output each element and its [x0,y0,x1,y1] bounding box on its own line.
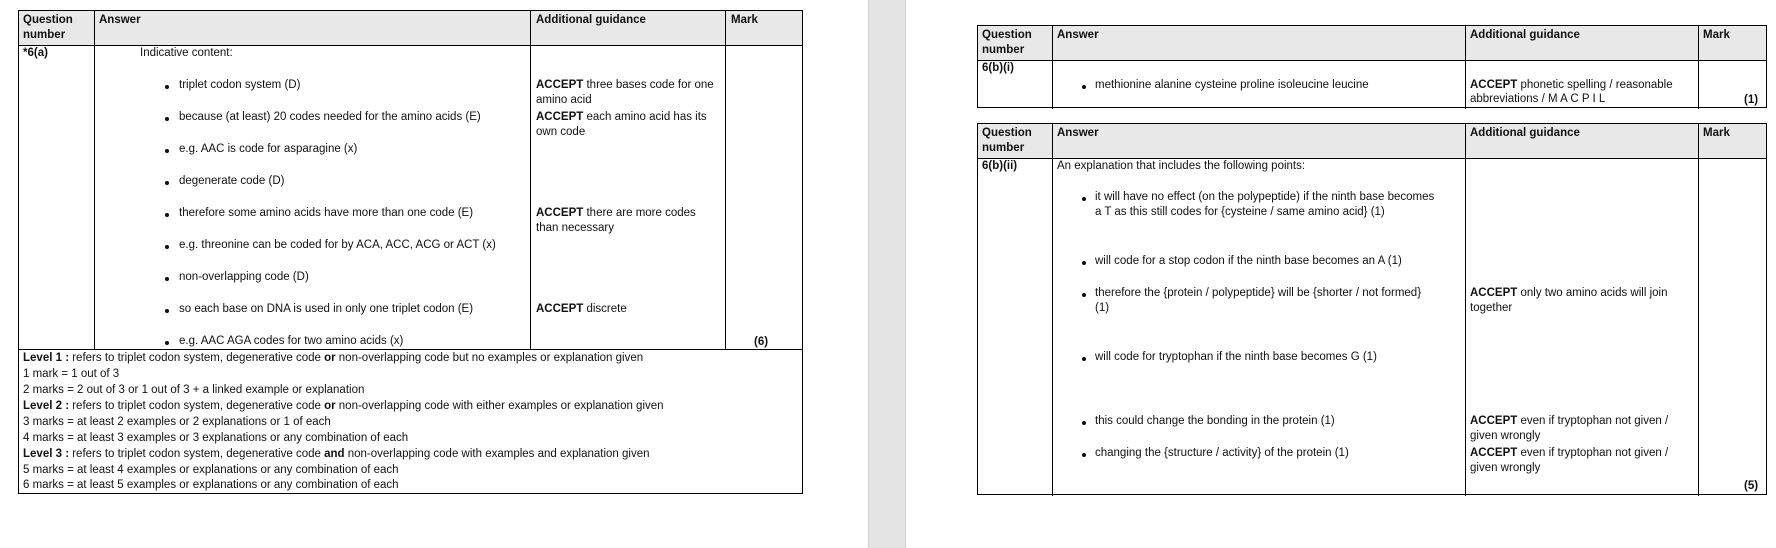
question-number: *6(a) [23,47,48,59]
level-mark-line: 2 marks = 2 out of 3 or 1 out of 3 + a linked example or explanation [23,384,365,396]
page-gutter [868,0,906,548]
answer-bullet: e.g. AAC AGA codes for two amino acids (x) [179,335,404,347]
mark-scheme-table-6a [18,10,803,494]
header-additional-guidance: Additional guidance [1470,29,1580,41]
guidance-note-line2: together [1470,302,1513,314]
guidance-note-line2: given wrongly [1470,462,1541,474]
level-descriptor: Level 3 : refers to triplet codon system, degenerative code and non-overlapping code with examples and explanation given [23,448,650,460]
answer-bullet: e.g. threonine can be coded for by ACA, ACC, ACG or ACT (x) [179,239,496,251]
answer-bullet: so each base on DNA is used in only one triplet codon (E) [179,303,474,315]
answer-bullet: changing the {structure / activity} of the protein (1) [1095,447,1349,459]
guidance-note-line2: own code [536,126,586,138]
header-question-number-line2: number [982,44,1025,56]
right-page [906,0,1776,548]
level-mark-line: 1 mark = 1 out of 3 [23,368,120,380]
level-mark-line: 4 marks = at least 3 examples or 3 explanations or any combination of each [23,432,409,444]
answer-intro: An explanation that includes the following points: [1057,160,1306,172]
guidance-note-line2: amino acid [536,94,592,106]
header-question-number-line2: number [982,142,1025,154]
answer-bullet: it will have no effect (on the polypeptide) if the ninth base becomes [1095,191,1435,203]
header-answer: Answer [99,14,141,26]
mark-scheme-table-6bi [977,25,1767,108]
level-mark-line: 5 marks = at least 4 examples or explanations or any combination of each [23,464,399,476]
level-mark-line: 3 marks = at least 2 examples or 2 explanations or 1 of each [23,416,331,428]
answer-intro: Indicative content: [140,47,233,59]
answer-bullet: e.g. AAC is code for asparagine (x) [179,143,358,155]
answer-bullet: because (at least) 20 codes needed for the amino acids (E) [179,111,481,123]
header-additional-guidance: Additional guidance [536,14,646,26]
answer-bullet-line2: (1) [1095,302,1110,314]
guidance-note-line2: abbreviations / M A C P I L [1470,93,1606,105]
header-question-number: Question [23,14,73,26]
mark-value: (6) [754,336,769,348]
guidance-note: ACCEPT only two amino acids will join [1470,287,1668,299]
guidance-note-line2: than necessary [536,222,614,234]
header-question-number-line2: number [23,29,66,41]
level-descriptor: Level 1 : refers to triplet codon system, degenerative code or non-overlapping code but no examples or explanation given [23,352,644,364]
mark-scheme-table-6bii [977,123,1767,495]
answer-bullet: therefore the {protein / polypeptide} will be {shorter / not formed} [1095,287,1422,299]
answer-bullet: non-overlapping code (D) [179,271,309,283]
guidance-note: ACCEPT each amino acid has its [536,111,707,123]
guidance-note: ACCEPT there are more codes [536,207,696,219]
level-mark-line: 6 marks = at least 5 examples or explanations or any combination of each [23,479,399,491]
guidance-note: ACCEPT phonetic spelling / reasonable [1470,79,1673,91]
mark-value: (1) [1744,94,1759,106]
answer-bullet: will code for tryptophan if the ninth base becomes G (1) [1095,351,1377,363]
question-number: 6(b)(ii) [982,160,1018,172]
answer-bullet: degenerate code (D) [179,175,285,187]
guidance-note: ACCEPT discrete [536,303,627,315]
question-number: 6(b)(i) [982,62,1014,74]
header-answer: Answer [1057,127,1099,139]
header-answer: Answer [1057,29,1099,41]
answer-text: methionine alanine cysteine proline isoleucine leucine [1095,79,1369,91]
answer-bullet: will code for a stop codon if the ninth base becomes an A (1) [1095,255,1402,267]
guidance-note-line2: given wrongly [1470,430,1541,442]
header-question-number: Question [982,127,1032,139]
answer-bullet: therefore some amino acids have more than one code (E) [179,207,474,219]
answer-bullet-line2: a T as this still codes for {cysteine / same amino acid} (1) [1095,206,1385,218]
answer-bullet: this could change the bonding in the protein (1) [1095,415,1335,427]
header-question-number: Question [982,29,1032,41]
answer-bullet: triplet codon system (D) [179,79,301,91]
guidance-note: ACCEPT even if tryptophan not given / [1470,447,1669,459]
guidance-note: ACCEPT even if tryptophan not given / [1470,415,1669,427]
left-page [0,0,868,548]
guidance-note: ACCEPT three bases code for one [536,79,714,91]
header-mark: Mark [1703,29,1730,41]
mark-value: (5) [1744,480,1759,492]
level-descriptor: Level 2 : refers to triplet codon system, degenerative code or non-overlapping code with either examples or explanation given [23,400,664,412]
header-mark: Mark [1703,127,1730,139]
header-mark: Mark [731,14,758,26]
header-additional-guidance: Additional guidance [1470,127,1580,139]
